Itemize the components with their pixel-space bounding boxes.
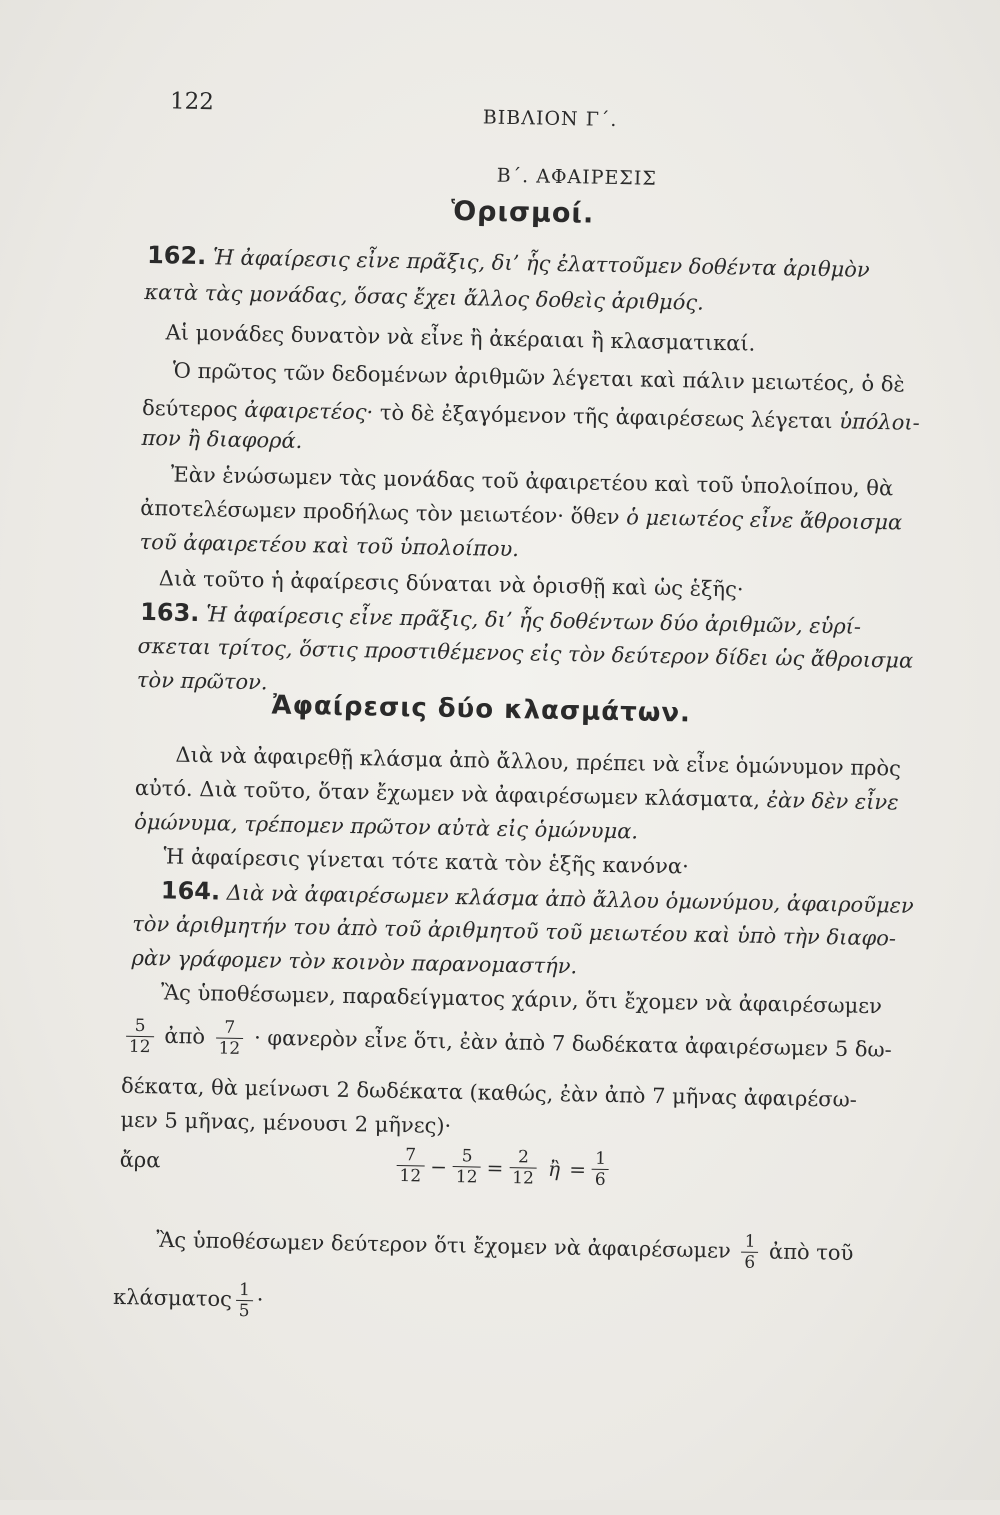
paragraph-163-line: 163. Ἡ ἀφαίρεσις εἶνε πρᾶξις, δι’ ἧς δοθέντων δύο ἀριθμῶν, εὑρί- — [139, 597, 862, 639]
equation: $\frac{7}{12}$ − $\frac{5}{12}$ = $\frac{2}{12}$ ἢ = $\frac{1}{6}$ — [392, 1145, 613, 1191]
paragraph-162-line: Διὰ τοῦτο ἡ ἀφαίρεσις δύναται νὰ ὁρισθῇ καὶ ὡς ἑξῆς· — [158, 566, 744, 602]
subheading-subtraction-of-fractions: Ἀφαίρεσις δύο κλασμάτων. — [271, 690, 692, 729]
example-line: Ἂς ὑποθέσωμεν, παραδείγματος χάριν, ὅτι ἔχομεν νὰ ἀφαιρέσωμεν — [160, 980, 883, 1019]
paragraph-164-line: ρὰν γράφομεν τὸν κοινὸν παρανομαστήν. — [131, 945, 578, 979]
paragraph-162-line: κατὰ τὰς μονάδας, ὅσας ἔχει ἄλλος δοθεὶς ἀριθμός. — [144, 279, 705, 315]
subheading-definitions: Ὁρισμοί. — [450, 195, 595, 230]
fraction: $\frac{1}{5}$ — [235, 1280, 253, 1322]
paragraph-162-line: Ἐὰν ἑνώσωμεν τὰς μονάδας τοῦ ἀφαιρετέου καὶ τοῦ ὑπολοίπου, θὰ — [170, 462, 894, 501]
paragraph-163-line: τὸν πρῶτον. — [136, 667, 268, 695]
page-content — [112, 0, 920, 1514]
fraction: $\frac{5}{12}$ — [453, 1146, 481, 1188]
paragraph-162-line: ἀποτελέσωμεν προδήλως τὸν μειωτέον· ὅθεν ὁ μειωτέος εἶνε ἄθροισμα — [140, 495, 903, 535]
example-line: δέκατα, θὰ μείνωσι 2 δωδέκατα (καθώς, ἐὰν ἀπὸ 7 μῆνας ἀφαιρέσω- — [120, 1073, 858, 1112]
section-heading: Β΄. ΑΦΑΙΡΕΣΙΣ — [496, 164, 657, 190]
paragraph-162-line: 162. Ἡ ἀφαίρεσις εἶνε πρᾶξις, δι’ ἧς ἐλαττοῦμεν δοθέντα ἀριθμὸν — [146, 240, 870, 282]
fraction: $\frac{7}{12}$ — [215, 1017, 243, 1059]
paragraph-164-line: 164. Διὰ νὰ ἀφαιρέσωμεν κλάσμα ἀπὸ ἄλλου ὁμωνύμου, ἀφαιροῦμεν — [160, 876, 914, 918]
paragraph-162-line: πον ἢ διαφορά. — [141, 425, 303, 454]
intro-line: αὐτό. Διὰ τοῦτο, ὅταν ἔχωμεν νὰ ἀφαιρέσωμεν κλάσματα, ἐὰν δὲν εἶνε — [134, 775, 899, 815]
page-number: 122 — [169, 88, 215, 116]
paragraph-162-line: δεύτερος ἀφαιρετέος· τὸ δὲ ἐξαγόμενον τῆς ἀφαιρέσεως λέγεται ὑπόλοι- — [141, 395, 920, 435]
running-head: ΒΙΒΛΙΟΝ Γ΄. — [482, 106, 618, 131]
intro-line: Διὰ νὰ ἀφαιρεθῇ κλάσμα ἀπὸ ἄλλου, πρέπει νὰ εἶνε ὁμώνυμον πρὸς — [175, 742, 902, 781]
paragraph-162-line: Ὁ πρῶτος τῶν δεδομένων ἀριθμῶν λέγεται καὶ πάλιν μειωτέος, ὁ δὲ — [172, 358, 906, 397]
intro-line: Ἡ ἀφαίρεσις γίνεται τότε κατὰ τὸν ἑξῆς κανόνα· — [163, 844, 689, 879]
paragraph-number-163: 163. — [139, 597, 200, 628]
fraction: $\frac{7}{12}$ — [396, 1145, 424, 1187]
paragraph-164-line: τὸν ἀριθμητήν του ἀπὸ τοῦ ἀριθμητοῦ τοῦ μειωτέου καὶ ὑπὸ τὴν διαφο- — [132, 911, 897, 951]
paragraph-162-line: Αἱ μονάδες δυνατὸν νὰ εἶνε ἢ ἀκέραιαι ἢ κλασματικαί. — [165, 320, 756, 356]
ara-label: ἄρα — [119, 1147, 161, 1173]
fraction: $\frac{5}{12}$ — [126, 1016, 154, 1058]
fraction: $\frac{2}{12}$ — [509, 1147, 537, 1189]
example-line: $\frac{5}{12}$ ἀπὸ $\frac{7}{12}$ · φανερὸν εἶνε ὅτι, ἐὰν ἀπὸ 7 δωδέκατα ἀφαιρέσωμεν 5 δω- — [122, 1016, 892, 1073]
example-line: Ἂς ὑποθέσωμεν δεύτερον ὅτι ἔχομεν νὰ ἀφαιρέσωμεν $\frac{1}{6}$ ἀπὸ τοῦ — [155, 1227, 854, 1274]
paragraph-number-162: 162. — [146, 240, 207, 271]
fraction: $\frac{1}{6}$ — [592, 1149, 610, 1191]
example-line: κλάσματος $\frac{1}{5}$ · — [112, 1279, 264, 1322]
paragraph-162-line: τοῦ ἀφαιρετέου καὶ τοῦ ὑπολοίπου. — [139, 529, 520, 562]
paragraph-number-164: 164. — [160, 876, 221, 906]
fraction: $\frac{1}{6}$ — [741, 1232, 759, 1274]
paragraph-163-line: σκεται τρίτος, ὅστις προστιθέμενος εἰς τὸν δεύτερον δίδει ὡς ἄθροισμα — [137, 633, 914, 673]
example-line: μεν 5 μῆνας, μένουσι 2 μῆνες)· — [120, 1107, 452, 1138]
intro-line: ὁμώνυμα, τρέπομεν πρῶτον αὐτὰ εἰς ὁμώνυμα. — [133, 809, 639, 844]
